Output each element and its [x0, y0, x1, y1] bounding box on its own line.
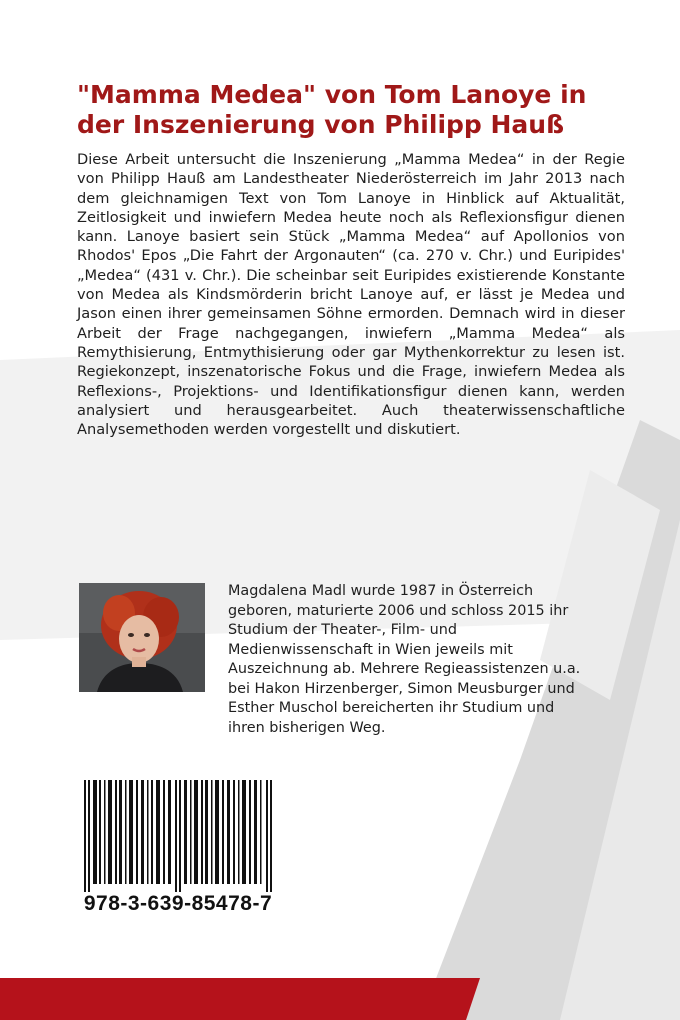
book-title-line-2: der Inszenierung von Philipp Hauß [77, 110, 565, 139]
book-title-line-1: "Mamma Medea" von Tom Lanoye in [77, 80, 587, 109]
book-title [77, 80, 637, 140]
author-bio: Magdalena Madl wurde 1987 in Österreich geboren, maturierte 2006 und schloss 2015 ihr Studium der Theater-, Film- und Medienwissenschaft in Wien jeweils mit Auszeichnung ab. Mehrere Regieassistenzen u.a. bei Hakon Hirzenberger, Simon Meusburger und Esther Muschol bereicherten ihr Studium und ihren bisherigen Weg. [228, 583, 581, 736]
author-photo [79, 583, 205, 692]
barcode [74, 770, 282, 924]
isbn-number: 978-3-639-85478-7 [83, 892, 273, 915]
abstract-text: Diese Arbeit untersucht die Inszenierung „Mamma Medea“ in der Regie von Philipp Hauß am Landestheater Niederösterreich im Jahr 2013 nach dem gleichnamigen Text von Tom Lanoye in Hinblick auf Aktualität, Zeitlosigkeit und inwiefern Medea heute noch als Reflexionsfigur dienen kann. Lanoye basiert sein Stück „Mamma Medea“ auf Apollonios von Rhodos' Epos „Die Fahrt der Argonauten“ (ca. 270 v. Chr.) und Euripides' „Medea“ (431 v. Chr.). Die scheinbar seit Euripides existierende Konstante von Medea als Kindsmörderin bricht Lanoye auf, er lässt je Medea und Jason einen ihrer gemeinsamen Söhne ermorden. Demnach wird in dieser Arbeit der Frage nachgegangen, inwiefern „Mamma Medea“ als Remythisierung, Entmythisierung oder gar Mythenkorrektur zu lesen ist. Regiekonzept, inszenatorische Fokus und die Frage, inwiefern Medea als Reflexions-, Projektions- und Identifikationsfigur dienen kann, werden analysiert und herausgearbeitet. Auch theaterwissenschaftliche Analysemethoden werden vorgestellt und diskutiert. [77, 151, 625, 439]
decor-red-band [0, 978, 480, 1020]
barcode-bars [84, 780, 272, 892]
